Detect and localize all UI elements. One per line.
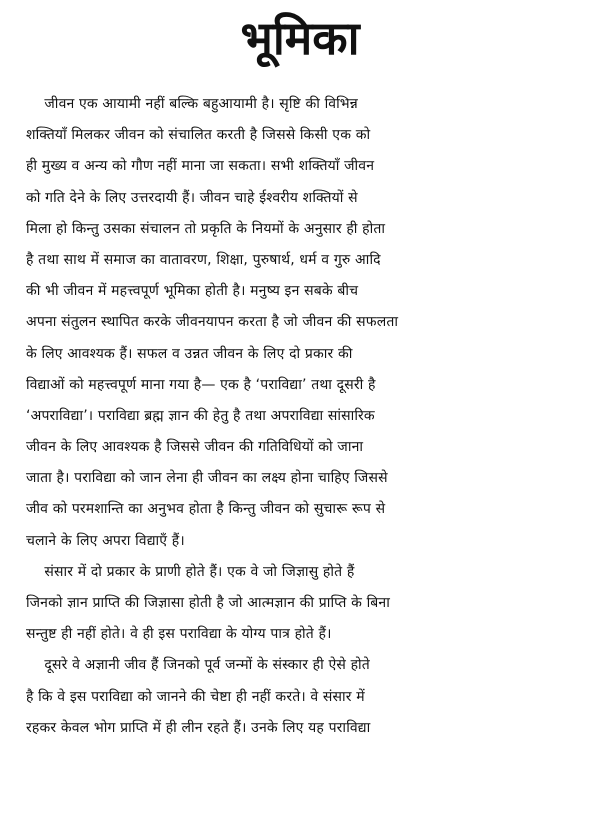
text-line: मिला हो किन्तु उसका संचालन तो प्रकृति के नियमों के अनुसार ही होता (26, 220, 386, 237)
text-line: दूसरे वे अज्ञानी जीव हैं जिनको पूर्व जन्मों के संस्कार ही ऐसे होते (26, 657, 370, 674)
text-line: की भी जीवन में महत्त्वपूर्ण भूमिका होती है। मनुष्य इन सबके बीच (26, 283, 359, 300)
text-line: संसार में दो प्रकार के प्राणी होते हैं। एक वे जो जिज्ञासु होते हैं (26, 563, 355, 580)
text-line: जीवन एक आयामी नहीं बल्कि बहुआयामी है। सृष्टि की विभिन्न (26, 96, 358, 112)
text-line: जीवन के लिए आवश्यक है जिससे जीवन की गतिविधियों को जाना (26, 439, 364, 456)
text-line: जाता है। पराविद्या को जान लेना ही जीवन का लक्ष्य होना चाहिए जिससे (26, 470, 388, 487)
text-line: विद्याओं को महत्त्वपूर्ण माना गया है— एक है ‘पराविद्या’ तथा दूसरी है (26, 376, 376, 393)
text-line: सन्तुष्ट ही नहीं होते। वे ही इस पराविद्या के योग्य पात्र होते हैं। (26, 626, 332, 643)
text-line: को गति देने के लिए उत्तरदायी हैं। जीवन चाहे ईश्वरीय शक्तियों से (26, 189, 358, 206)
text-line: शक्तियाँ मिलकर जीवन को संचालित करती है जिससे किसी एक को (26, 127, 371, 144)
text-line: चलाने के लिए अपरा विद्याएँ हैं। (26, 532, 185, 549)
text-line: अपना संतुलन स्थापित करके जीवनयापन करता है जो जीवन की सफलता (26, 314, 399, 331)
text-line: रहकर केवल भोग प्राप्ति में ही लीन रहते हैं। उनके लिए यह पराविद्या (26, 719, 371, 736)
text-line: है तथा साथ में समाज का वातावरण, शिक्षा, पुरुषार्थ, धर्म व गुरु आदि (26, 251, 381, 268)
text-line: जीव को परमशान्ति का अनुभव होता है किन्तु जीवन को सुचारू रूप से (26, 501, 386, 518)
text-line: ‘अपराविद्या’। पराविद्या ब्रह्म ज्ञान की हेतु है तथा अपराविद्या सांसारिक (26, 407, 375, 424)
text-line: है कि वे इस पराविद्या को जानने की चेष्टा ही नहीं करते। वे संसार में (26, 688, 365, 705)
body-text (26, 89, 598, 744)
page-title: भूमिका (240, 11, 360, 65)
text-line: जिनको ज्ञान प्राप्ति की जिज्ञासा होती है जो आत्मज्ञान की प्राप्ति के बिना (26, 595, 390, 611)
text-line: ही मुख्य व अन्य को गौण नहीं माना जा सकता। सभी शक्तियाँ जीवन (26, 158, 375, 175)
text-line: के लिए आवश्यक हैं। सफल व उन्नत जीवन के लिए दो प्रकार की (26, 345, 353, 362)
